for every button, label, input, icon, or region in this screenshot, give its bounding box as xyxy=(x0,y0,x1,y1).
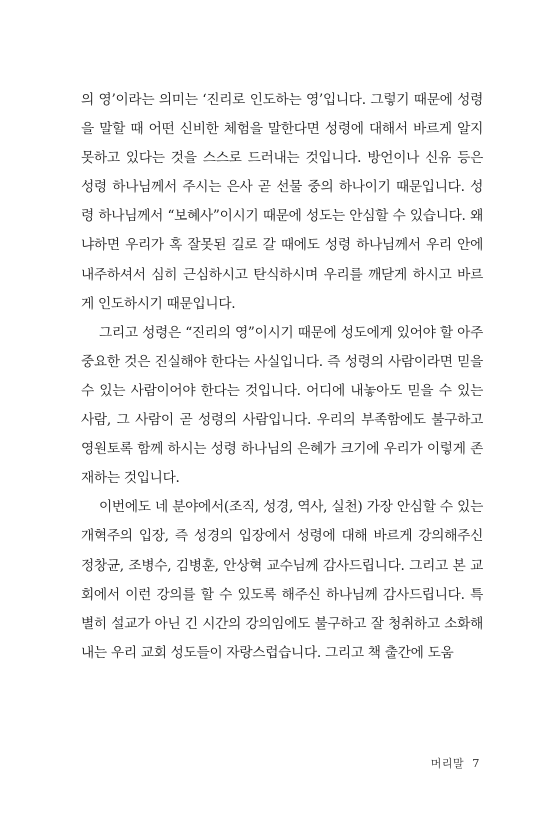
paragraph-2: 그리고 성령은 “진리의 영”이시기 때문에 성도에게 있어야 할 아주 중요한 것은 진실해야 한다는 사실입니다. 즉 성령의 사람이라면 믿을 수 있는 사람이어야 한다는 것입니다. 어디에 내놓아도 믿을 수 있는 사람, 그 사람이 곧 성령의 사람입니다. 우리의 부족함에도 불구하고 영원토록 함께 하시는 성령 하나님의 은혜가 크기에 우리가 이렇게 존재하는 것입니다. xyxy=(81,324,483,487)
paragraph-3: 이번에도 네 분야에서(조직, 성경, 역사, 실천) 가장 안심할 수 있는 개혁주의 입장, 즉 성경의 입장에서 성령에 대해 바르게 강의해주신 정창균, 조병수, 김병훈, 안상혁 교수님께 감사드립니다. 그리고 본 교회에서 이런 강의를 할 수 있도록 해주신 하나님께 감사드립니다. 특별히 설교가 아닌 긴 시간의 강의임에도 불구하고 잘 청취하고 소화해내는 우리 교회 성도들이 자랑스럽습니다. 그리고 책 출간에 도움 xyxy=(81,499,483,661)
page-footer xyxy=(431,755,480,771)
page-number: 7 xyxy=(472,756,480,770)
page-body xyxy=(81,86,483,668)
paragraph-1: 의 영’이라는 의미는 ‘진리로 인도하는 영’입니다. 그렇기 때문에 성령을 말할 때 어떤 신비한 체험을 말한다면 성령에 대해서 바르게 알지 못하고 있다는 것을 스스로 드러내는 것입니다. 방언이나 신유 등은 성령 하나님께서 주시는 은사 곧 선물 중의 하나이기 때문입니다. 성령 하나님께서 “보혜사”이시기 때문에 성도는 안심할 수 있습니다. 왜냐하면 우리가 혹 잘못된 길로 갈 때에도 성령 하나님께서 우리 안에 내주하셔서 심히 근심하시고 탄식하시며 우리를 깨닫게 하시고 바르게 인도하시기 때문입니다. xyxy=(81,92,483,312)
running-title: 머리말 xyxy=(430,757,465,770)
